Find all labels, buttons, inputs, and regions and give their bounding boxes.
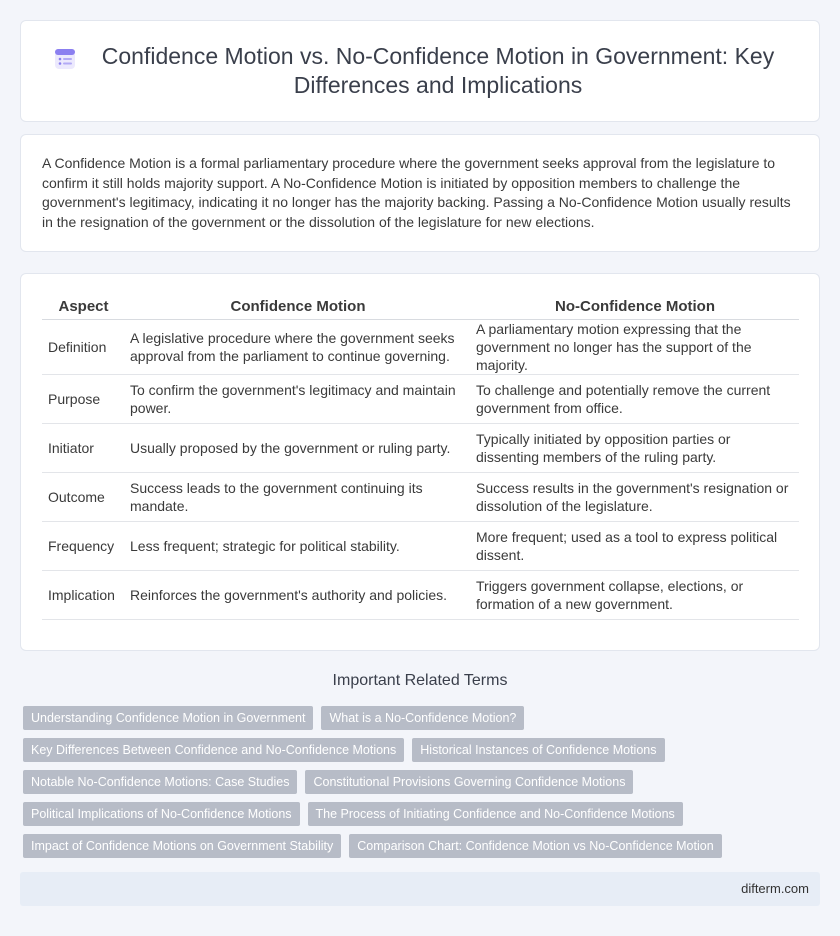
site-link[interactable]: difterm.com bbox=[741, 881, 809, 896]
comparison-table-card bbox=[20, 273, 820, 651]
related-term-link[interactable]: Key Differences Between Confidence and No-Confidence Motions bbox=[23, 738, 404, 762]
row-no-confidence: More frequent; used as a tool to express political dissent. bbox=[471, 522, 799, 571]
intro-card bbox=[20, 134, 820, 252]
row-confidence: Usually proposed by the government or ruling party. bbox=[125, 424, 471, 473]
intro-paragraph: A Confidence Motion is a formal parliamentary procedure where the government seeks approval from the legislature to confirm it still holds majority support. A No-Confidence Motion is initiated by opposition members to challenge the government's legitimacy, indicating it no longer has the majority backing. Passing a No-Confidence Motion usually results in the resignation of the government or the dissolution of the legislature for new elections. bbox=[42, 155, 791, 230]
header-no-confidence: No-Confidence Motion bbox=[471, 294, 799, 320]
header-card bbox=[20, 20, 820, 122]
row-confidence: To confirm the government's legitimacy and maintain power. bbox=[125, 375, 471, 424]
related-term-link[interactable]: The Process of Initiating Confidence and No-Confidence Motions bbox=[308, 802, 683, 826]
related-term-link[interactable]: Comparison Chart: Confidence Motion vs No-Confidence Motion bbox=[349, 834, 721, 858]
row-no-confidence: To challenge and potentially remove the current government from office. bbox=[471, 375, 799, 424]
row-no-confidence: Success results in the government's resignation or dissolution of the legislature. bbox=[471, 473, 799, 522]
row-confidence: A legislative procedure where the government seeks approval from the parliament to continue governing. bbox=[125, 320, 471, 375]
row-confidence: Less frequent; strategic for political stability. bbox=[125, 522, 471, 571]
related-term-link[interactable]: What is a No-Confidence Motion? bbox=[321, 706, 524, 730]
page-title: Confidence Motion vs. No-Confidence Motion in Government: Key Differences and Implications bbox=[101, 43, 775, 98]
comparison-table bbox=[42, 294, 799, 620]
related-term-link[interactable]: Notable No-Confidence Motions: Case Studies bbox=[23, 770, 297, 794]
row-aspect: Outcome bbox=[42, 473, 125, 522]
row-no-confidence: A parliamentary motion expressing that the government no longer has the support of the majority. bbox=[471, 320, 799, 375]
row-confidence: Reinforces the government's authority and policies. bbox=[125, 571, 471, 620]
row-aspect: Definition bbox=[42, 320, 125, 375]
row-aspect: Implication bbox=[42, 571, 125, 620]
row-aspect: Frequency bbox=[42, 522, 125, 571]
related-terms-list bbox=[23, 706, 813, 858]
table-row bbox=[42, 571, 799, 620]
row-no-confidence: Triggers government collapse, elections, or formation of a new government. bbox=[471, 571, 799, 620]
related-term-link[interactable]: Political Implications of No-Confidence Motions bbox=[23, 802, 300, 826]
header-aspect: Aspect bbox=[42, 294, 125, 320]
table-row bbox=[42, 424, 799, 473]
table-row bbox=[42, 375, 799, 424]
table-row bbox=[42, 320, 799, 375]
row-no-confidence: Typically initiated by opposition parties or dissenting members of the ruling party. bbox=[471, 424, 799, 473]
table-row bbox=[42, 473, 799, 522]
related-term-link[interactable]: Impact of Confidence Motions on Government Stability bbox=[23, 834, 341, 858]
related-term-link[interactable]: Historical Instances of Confidence Motions bbox=[412, 738, 664, 762]
related-terms-heading: Important Related Terms bbox=[332, 672, 508, 689]
row-confidence: Success leads to the government continuing its mandate. bbox=[125, 473, 471, 522]
table-row bbox=[42, 522, 799, 571]
related-term-link[interactable]: Understanding Confidence Motion in Government bbox=[23, 706, 313, 730]
header-confidence: Confidence Motion bbox=[125, 294, 471, 320]
table-header-row bbox=[42, 294, 799, 320]
footer bbox=[20, 872, 820, 906]
row-aspect: Purpose bbox=[42, 375, 125, 424]
related-term-link[interactable]: Constitutional Provisions Governing Confidence Motions bbox=[305, 770, 633, 794]
row-aspect: Initiator bbox=[42, 424, 125, 473]
